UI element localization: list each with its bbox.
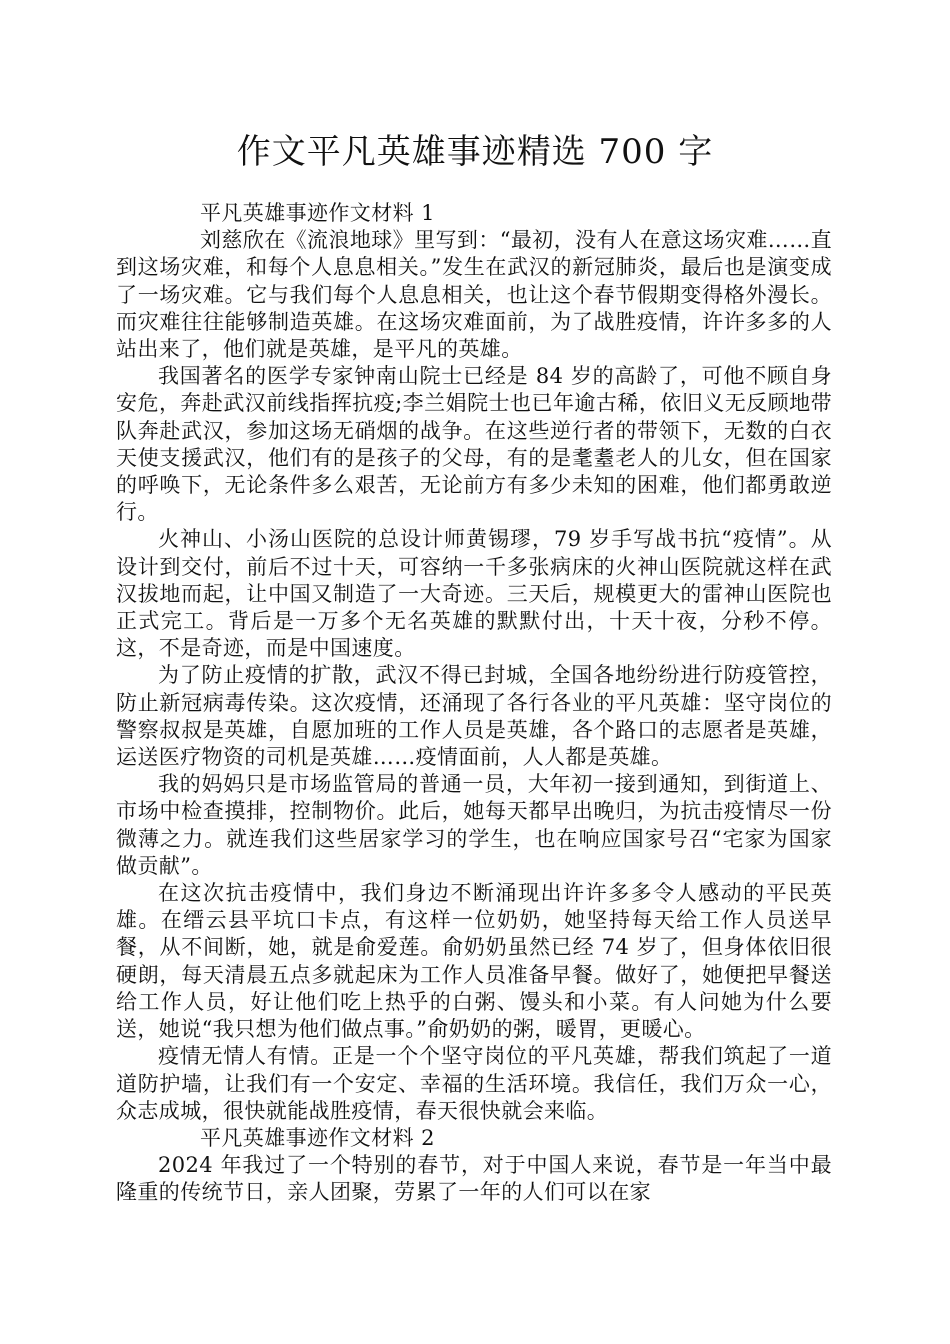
paragraph: 疫情无情人有情。正是一个个坚守岗位的平凡英雄，帮我们筑起了一道道防护墙，让我们有一个安定、幸福的生活环境。我信任，我们万众一心，众志成城，很快就能战胜疫情，春天很快就会来临。 (116, 1044, 832, 1123)
paragraph: 2024 年我过了一个特别的春节，对于中国人来说，春节是一年当中最隆重的传统节日，亲人团聚，劳累了一年的人们可以在家 (116, 1153, 832, 1205)
paragraph: 我的妈妈只是市场监管局的普通一员，大年初一接到通知，到街道上、市场中检查摸排，控制物价。此后，她每天都早出晚归，为抗击疫情尽一份微薄之力。就连我们这些居家学习的学生，也在响应国家号召“宅家为国家做贡献”。 (116, 772, 832, 878)
paragraph: 在这次抗击疫情中，我们身边不断涌现出许许多多令人感动的平民英雄。在缙云县平坑口卡点，有这样一位奶奶，她坚持每天给工作人员送早餐，从不间断，她，就是俞爱莲。俞奶奶虽然已经 74 岁了，但身体依旧很硬朗，每天清晨五点多就起床为工作人员准备早餐。做好了，她便把早餐送给工作人员，好让他们吃上热乎的白粥、馒头和小菜。有人问她为什么要送，她说“我只想为他们做点事。”俞奶奶的粥，暖胃，更暖心。 (116, 881, 832, 1042)
section-heading: 平凡英雄事迹作文材料 1 (200, 201, 435, 225)
document-title: 作文平凡英雄事迹精选 700 字 (236, 132, 714, 172)
paragraph: 我国著名的医学专家钟南山院士已经是 84 岁的高龄了，可他不顾自身安危，奔赴武汉前线指挥抗疫;李兰娟院士也已年逾古稀，依旧义无反顾地带队奔赴武汉，参加这场无硝烟的战争。在这些逆行者的带领下，无数的白衣天使支援武汉，他们有的是孩子的父母，有的是耄耋老人的儿女，但在国家的呼唤下，无论条件多么艰苦，无论前方有多少未知的困难，他们都勇敢逆行。 (116, 364, 832, 525)
paragraph: 刘慈欣在《流浪地球》里写到：“最初，没有人在意这场灾难……直到这场灾难，和每个人息息相关。”发生在武汉的新冠肺炎，最后也是演变成了一场灾难。它与我们每个人息息相关，也让这个春节假期变得格外漫长。而灾难往往能够制造英雄。在这场灾难面前，为了战胜疫情，许许多多的人站出来了，他们就是英雄，是平凡的英雄。 (116, 228, 832, 362)
paragraph: 火神山、小汤山医院的总设计师黄锡璆，79 岁手写战书抗“疫情”。从设计到交付，前后不过十天，可容纳一千多张病床的火神山医院就这样在武汉拔地而起，让中国又制造了一大奇迹。三天后，规模更大的雷神山医院也正式完工。背后是一万多个无名英雄的默默付出，十天十夜，分秒不停。这，不是奇迹，而是中国速度。 (116, 527, 832, 661)
paragraph: 为了防止疫情的扩散，武汉不得已封城，全国各地纷纷进行防疫管控，防止新冠病毒传染。这次疫情，还涌现了各行各业的平凡英雄：坚守岗位的警察叔叔是英雄，自愿加班的工作人员是英雄，各个路口的志愿者是英雄，运送医疗物资的司机是英雄……疫情面前，人人都是英雄。 (116, 663, 832, 770)
section-heading: 平凡英雄事迹作文材料 2 (200, 1125, 435, 1150)
document-body (116, 200, 832, 1207)
